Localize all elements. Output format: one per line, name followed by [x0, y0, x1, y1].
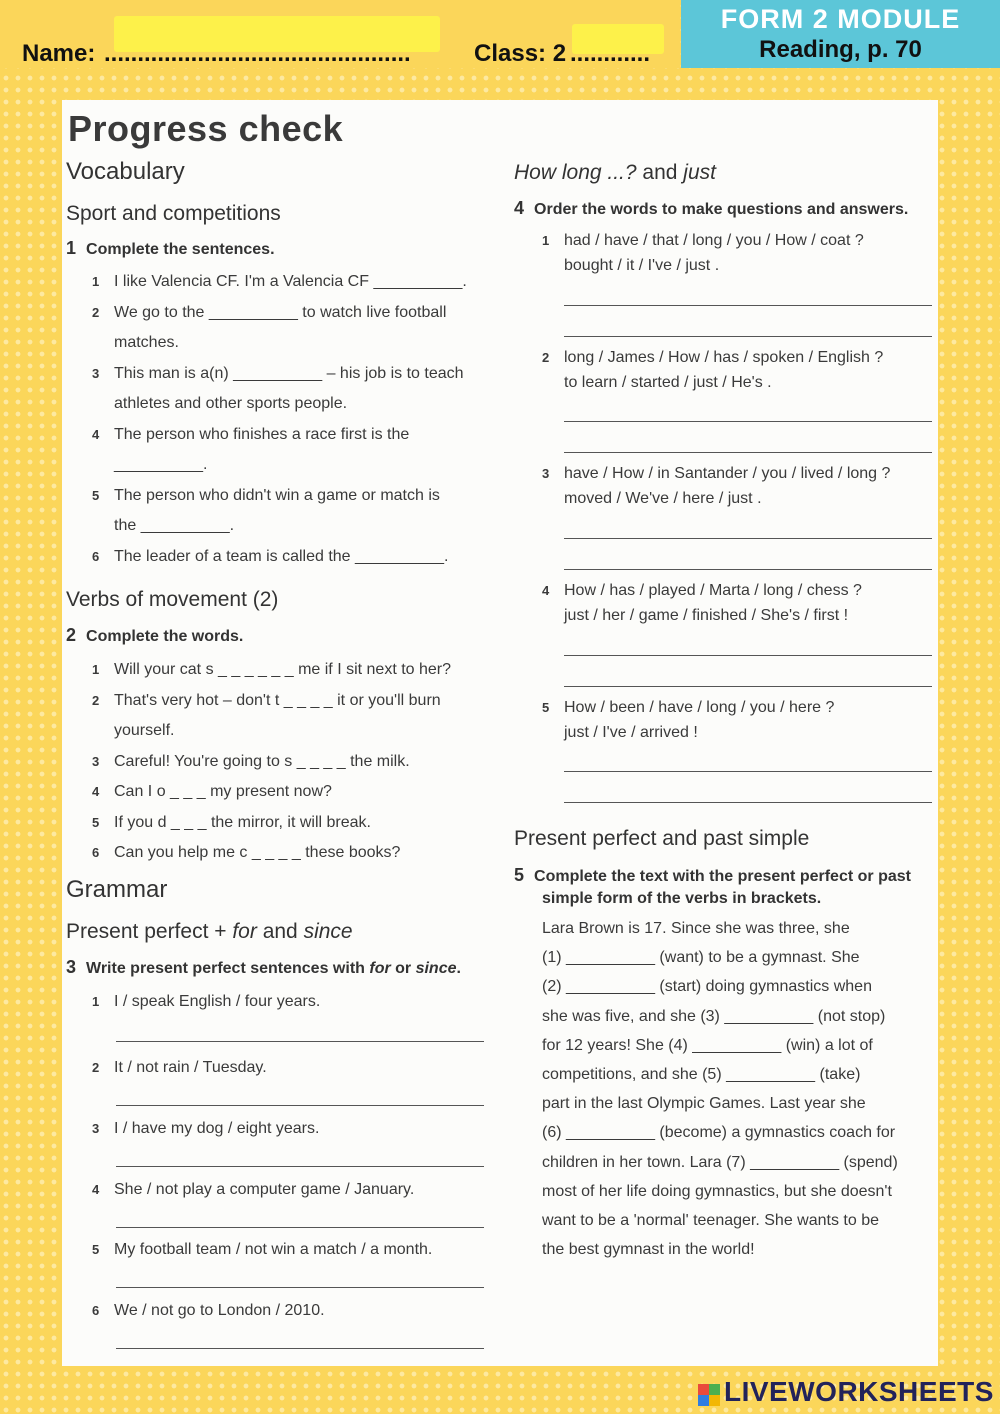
exercise-2-items [92, 655, 512, 869]
list-item: 1 had / have / that / long / you / How / coat ? bought / it / I've / just . [542, 232, 864, 274]
list-item: the __________. [114, 517, 235, 534]
answer-line-4-2a[interactable] [564, 421, 932, 422]
class-label: Class: 2 [474, 40, 567, 67]
answer-line-4-1a[interactable] [564, 305, 932, 306]
list-item: 2 We go to the __________ to watch live football [92, 303, 447, 321]
text-line: Lara Brown is 17. Since she was three, she [542, 920, 850, 937]
list-item: 3 I / have my dog / eight years. [92, 1120, 320, 1137]
answer-line-4-1b[interactable] [564, 336, 932, 337]
list-item: athletes and other sports people. [114, 395, 348, 412]
list-item: 5 How / been / have / long / you / here ? just / I've / arrived ! [542, 699, 835, 741]
answer-line-3-1[interactable] [116, 1041, 484, 1042]
exercise-number: 5 [514, 865, 525, 885]
list-item: 5 If you d _ _ _ the mirror, it will break. [92, 813, 371, 831]
list-item: 2 It / not rain / Tuesday. [92, 1059, 267, 1076]
answer-line-4-4a[interactable] [564, 655, 932, 656]
exercise-5-text [542, 914, 932, 1264]
module-subtitle: Reading, p. 70 [759, 36, 922, 63]
exercise-3-instruction: 3 Write present perfect sentences with for or since. [66, 957, 461, 977]
list-item: 5 The person who didn't win a game or match is [92, 486, 440, 504]
worksheet-page [62, 100, 938, 1366]
instruction-text: Order the words to make questions and answers. [534, 201, 909, 218]
list-item: 4 She / not play a computer game / January. [92, 1181, 415, 1198]
answer-line-3-5[interactable] [116, 1287, 484, 1288]
list-item: 1 Will your cat s _ _ _ _ _ _ me if I sit next to her? [92, 661, 452, 678]
list-item: __________. [114, 456, 208, 473]
grammar-heading: Grammar [66, 876, 168, 903]
liveworksheets-logo-icon [698, 1384, 720, 1406]
answer-line-4-4b[interactable] [564, 686, 932, 687]
list-item: 1 I / speak English / four years. [92, 993, 321, 1010]
list-item: 3 Careful! You're going to s _ _ _ _ the milk. [92, 752, 410, 770]
list-item: matches. [114, 334, 179, 351]
module-banner [681, 0, 1000, 68]
answer-line-3-2[interactable] [116, 1105, 484, 1106]
instruction-text: Complete the words. [86, 628, 244, 645]
exercise-number: 4 [514, 198, 525, 218]
page-title: Progress check [68, 108, 344, 149]
answer-line-3-4[interactable] [116, 1227, 484, 1228]
list-item: 6 The leader of a team is called the __________. [92, 547, 449, 565]
list-item: 1 I like Valencia CF. I'm a Valencia CF __________. [92, 273, 467, 290]
text-line: children in her town. Lara (7) __________ (spend) [542, 1153, 898, 1171]
exercise-2-instruction [66, 625, 243, 646]
module-title: FORM 2 MODULE [720, 4, 961, 34]
answer-line-4-3a[interactable] [564, 538, 932, 539]
exercise-1-instruction [66, 238, 275, 259]
list-item: 3 have / How / in Santander / you / lived / long ? moved / We've / here / just . [542, 465, 891, 507]
text-line: most of her life doing gymnastics, but she doesn't [542, 1182, 892, 1200]
answer-line-3-6[interactable] [116, 1348, 484, 1349]
exercise-5-instruction: 5 Complete the text with the present perfect or past simple form of the verbs in brackets. [514, 865, 911, 907]
text-line: (6) __________ (become) a gymnastics coach for [542, 1124, 896, 1142]
movement-subheading: Verbs of movement (2) [66, 588, 279, 611]
text-line: part in the last Olympic Games. Last year she [542, 1095, 866, 1113]
exercise-number: 2 [66, 625, 77, 645]
list-item: 6 Can you help me c _ _ _ _ these books? [92, 844, 401, 861]
list-item: 4 The person who finishes a race first is the [92, 425, 410, 443]
ppps-subheading: Present perfect and past simple [514, 827, 810, 850]
text-line: want to be a 'normal' teenager. She wants to be [542, 1212, 879, 1230]
answer-line-4-5a[interactable] [564, 771, 932, 772]
class-dots: ............ [570, 40, 651, 67]
text-line: (2) __________ (start) doing gymnastics when [542, 978, 872, 996]
answer-line-4-2b[interactable] [564, 452, 932, 453]
text-line: for 12 years! She (4) __________ (win) a lot of [542, 1036, 873, 1054]
list-item: 5 My football team / not win a match / a month. [92, 1241, 433, 1258]
name-dots: .............................................. [104, 40, 411, 67]
text-line: competitions, and she (5) __________ (take) [542, 1066, 861, 1084]
list-item: 2 That's very hot – don't t _ _ _ _ it or you'll burn [92, 691, 441, 709]
text-line: the best gymnast in the world! [542, 1241, 755, 1259]
answer-line-4-3b[interactable] [564, 569, 932, 570]
sport-subheading: Sport and competitions [66, 202, 281, 225]
exercise-number: 3 [66, 957, 77, 977]
vocabulary-heading: Vocabulary [66, 158, 185, 185]
text-line: (1) __________ (want) to be a gymnast. She [542, 949, 860, 967]
name-label: Name: [22, 40, 96, 67]
list-item: 6 We / not go to London / 2010. [92, 1302, 325, 1319]
exercise-4-instruction [514, 198, 908, 219]
exercise-1-items [92, 267, 512, 572]
exercise-number: 1 [66, 238, 77, 258]
list-item: 2 long / James / How / has / spoken / English ? to learn / started / just / He's . [542, 349, 884, 391]
list-item: 4 How / has / played / Marta / long / chess ? just / her / game / finished / She's / first ! [542, 582, 862, 624]
ppfs-subheading: Present perfect + for and since [66, 920, 353, 943]
brand-logo-text: LIVEWORKSHEETS [724, 1376, 994, 1407]
answer-line-3-3[interactable] [116, 1166, 484, 1167]
list-item: yourself. [114, 722, 175, 739]
howlong-subheading: How long ...? and just [514, 161, 716, 184]
list-item: 3 This man is a(n) __________ – his job is to teach [92, 364, 464, 382]
answer-line-4-5b[interactable] [564, 802, 932, 803]
instruction-text: Complete the sentences. [86, 241, 275, 258]
list-item: 4 Can I o _ _ _ my present now? [92, 783, 332, 800]
text-line: she was five, and she (3) __________ (not stop) [542, 1007, 886, 1025]
